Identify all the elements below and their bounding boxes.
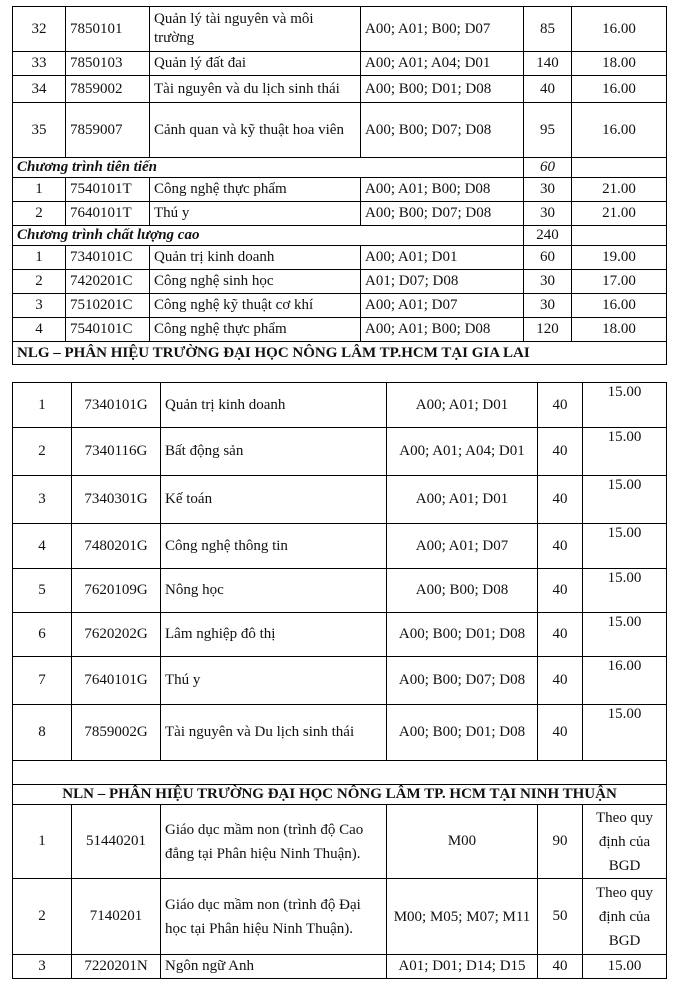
subject-groups-cell: A00; B00; D01; D08 [361,76,524,103]
table-row [13,428,667,476]
stt-cell: 7 [13,657,72,705]
table-row [13,657,667,705]
score-cell: 18.00 [572,318,667,342]
quota-cell: 40 [538,705,583,761]
table-row [13,955,667,979]
subject-groups-cell: M00 [387,805,538,879]
stt-cell: 1 [13,805,72,879]
code-cell: 7859002G [72,705,161,761]
major-name-cell: Công nghệ sinh học [150,270,361,294]
major-name-cell: Cảnh quan và kỹ thuật hoa viên [150,103,361,158]
code-cell: 7640101G [72,657,161,705]
quota-cell: 30 [524,294,572,318]
stt-cell: 8 [13,705,72,761]
score-cell: 15.00 [583,613,667,657]
score-cell: 16.00 [572,103,667,158]
quota-cell: 40 [538,476,583,524]
section-header-row [13,226,667,246]
quota-cell: 30 [524,178,572,202]
subject-groups-cell: A00; A01; A04; D01 [387,428,538,476]
quota-cell: 40 [538,613,583,657]
stt-cell: 34 [13,76,66,103]
quota-cell: 40 [538,569,583,613]
score-cell: 16.00 [572,294,667,318]
major-name-cell: Giáo dục mầm non (trình độ Cao đẳng tại Phân hiệu Ninh Thuận). [161,805,387,879]
code-cell: 7480201G [72,524,161,569]
quota-cell: 40 [538,524,583,569]
code-cell: 7140201 [72,879,161,955]
nln-section-title: NLN – PHÂN HIỆU TRƯỜNG ĐẠI HỌC NÔNG LÂM TP. HCM TẠI NINH THUẬN [13,785,667,805]
major-name-cell: Lâm nghiệp đô thị [161,613,387,657]
quota-cell: 50 [538,879,583,955]
table-row [13,613,667,657]
subject-groups-cell: A00; A01; D07 [361,294,524,318]
table-row [13,805,667,879]
quota-cell: 40 [538,383,583,428]
major-name-cell: Giáo dục mầm non (trình độ Đại học tại Phân hiệu Ninh Thuận). [161,879,387,955]
subject-groups-cell: A00; A01; D07 [387,524,538,569]
score-cell: Theo quy định của BGD [583,879,667,955]
major-name-cell: Công nghệ kỹ thuật cơ khí [150,294,361,318]
subject-groups-cell: A00; B00; D08 [387,569,538,613]
code-cell: 7620202G [72,613,161,657]
table-row [13,524,667,569]
table-row [13,76,667,103]
subject-groups-cell: A00; A01; B00; D08 [361,178,524,202]
subject-groups-cell: A00; B00; D07; D08 [361,202,524,226]
code-cell: 51440201 [72,805,161,879]
stt-cell: 1 [13,246,66,270]
subject-groups-cell: A00; B00; D01; D08 [387,613,538,657]
score-cell: 15.00 [583,383,667,428]
code-cell: 7340116G [72,428,161,476]
score-cell: 15.00 [583,705,667,761]
nlg-section-title: NLG – PHÂN HIỆU TRƯỜNG ĐẠI HỌC NÔNG LÂM TP.HCM TẠI GIA LAI [13,342,667,365]
major-name-cell: Quản lý đất đai [150,52,361,76]
code-cell: 7850101 [66,7,150,52]
subject-groups-cell: A00; B00; D07; D08 [387,657,538,705]
table-row [13,879,667,955]
score-cell: 16.00 [572,76,667,103]
major-name-cell: Quản lý tài nguyên và môi trường [150,7,361,52]
major-name-cell: Công nghệ thực phẩm [150,318,361,342]
table-row [13,476,667,524]
code-cell: 7620109G [72,569,161,613]
subject-groups-cell: A00; A01; D01 [387,383,538,428]
advanced-program-total: 60 [524,158,572,178]
score-cell: 15.00 [583,524,667,569]
score-cell: 21.00 [572,178,667,202]
score-cell: Theo quy định của BGD [583,805,667,879]
code-cell: 7850103 [66,52,150,76]
quota-cell: 120 [524,318,572,342]
stt-cell: 1 [13,178,66,202]
admission-table-main [12,6,667,365]
quota-cell: 140 [524,52,572,76]
stt-cell: 2 [13,879,72,955]
quota-cell: 40 [538,428,583,476]
quota-cell: 40 [538,955,583,979]
code-cell: 7510201C [66,294,150,318]
subject-groups-cell: A01; D01; D14; D15 [387,955,538,979]
quota-cell: 40 [524,76,572,103]
score-cell: 16.00 [572,7,667,52]
subject-groups-cell: A01; D07; D08 [361,270,524,294]
score-cell: 18.00 [572,52,667,76]
stt-cell: 3 [13,955,72,979]
stt-cell: 4 [13,318,66,342]
subject-groups-cell: A00; A01; B00; D07 [361,7,524,52]
stt-cell: 3 [13,476,72,524]
table-row [13,705,667,761]
code-cell: 7540101C [66,318,150,342]
score-cell: 15.00 [583,428,667,476]
spacer-row [13,761,667,785]
code-cell: 7540101T [66,178,150,202]
score-cell: 15.00 [583,569,667,613]
quota-cell: 30 [524,270,572,294]
major-name-cell: Quản trị kinh doanh [161,383,387,428]
code-cell: 7640101T [66,202,150,226]
stt-cell: 32 [13,7,66,52]
table-row [13,103,667,158]
table-row [13,178,667,202]
subject-groups-cell: A00; A01; B00; D08 [361,318,524,342]
stt-cell: 4 [13,524,72,569]
score-cell: 15.00 [583,955,667,979]
advanced-program-title: Chương trình tiên tiến [13,158,524,178]
stt-cell: 6 [13,613,72,657]
major-name-cell: Nông học [161,569,387,613]
major-name-cell: Quản trị kinh doanh [150,246,361,270]
subject-groups-cell: M00; M05; M07; M11 [387,879,538,955]
code-cell: 7420201C [66,270,150,294]
code-cell: 7220201N [72,955,161,979]
table-row [13,7,667,52]
major-name-cell: Kế toán [161,476,387,524]
stt-cell: 3 [13,294,66,318]
major-name-cell: Công nghệ thông tin [161,524,387,569]
quota-cell: 95 [524,103,572,158]
section-header-row [13,158,667,178]
table-row [13,52,667,76]
major-name-cell: Công nghệ thực phẩm [150,178,361,202]
admission-table-nln [12,784,667,979]
code-cell: 7859007 [66,103,150,158]
high-quality-program-title: Chương trình chất lượng cao [13,226,524,246]
quota-cell: 90 [538,805,583,879]
table-row [13,294,667,318]
stt-cell: 35 [13,103,66,158]
subject-groups-cell: A00; A01; A04; D01 [361,52,524,76]
subject-groups-cell: A00; B00; D01; D08 [387,705,538,761]
score-cell: 19.00 [572,246,667,270]
section-header-row [13,785,667,805]
quota-cell: 60 [524,246,572,270]
quota-cell: 85 [524,7,572,52]
major-name-cell: Bất động sản [161,428,387,476]
subject-groups-cell: A00; B00; D07; D08 [361,103,524,158]
major-name-cell: Thú y [150,202,361,226]
code-cell: 7340301G [72,476,161,524]
score-cell: 15.00 [583,476,667,524]
subject-groups-cell: A00; A01; D01 [361,246,524,270]
subject-groups-cell: A00; A01; D01 [387,476,538,524]
stt-cell: 5 [13,569,72,613]
code-cell: 7859002 [66,76,150,103]
quota-cell: 30 [524,202,572,226]
table-row [13,569,667,613]
stt-cell: 1 [13,383,72,428]
major-name-cell: Ngôn ngữ Anh [161,955,387,979]
quota-cell: 40 [538,657,583,705]
stt-cell: 2 [13,428,72,476]
score-cell: 17.00 [572,270,667,294]
stt-cell: 33 [13,52,66,76]
table-row [13,270,667,294]
table-row [13,383,667,428]
major-name-cell: Tài nguyên và Du lịch sinh thái [161,705,387,761]
major-name-cell: Tài nguyên và du lịch sinh thái [150,76,361,103]
table-row [13,318,667,342]
high-quality-program-total: 240 [524,226,572,246]
stt-cell: 2 [13,202,66,226]
code-cell: 7340101G [72,383,161,428]
table-row [13,246,667,270]
score-cell: 21.00 [572,202,667,226]
table-row [13,202,667,226]
section-header-row [13,342,667,365]
admission-table-nlg [12,382,667,785]
code-cell: 7340101C [66,246,150,270]
score-cell: 16.00 [583,657,667,705]
major-name-cell: Thú y [161,657,387,705]
stt-cell: 2 [13,270,66,294]
